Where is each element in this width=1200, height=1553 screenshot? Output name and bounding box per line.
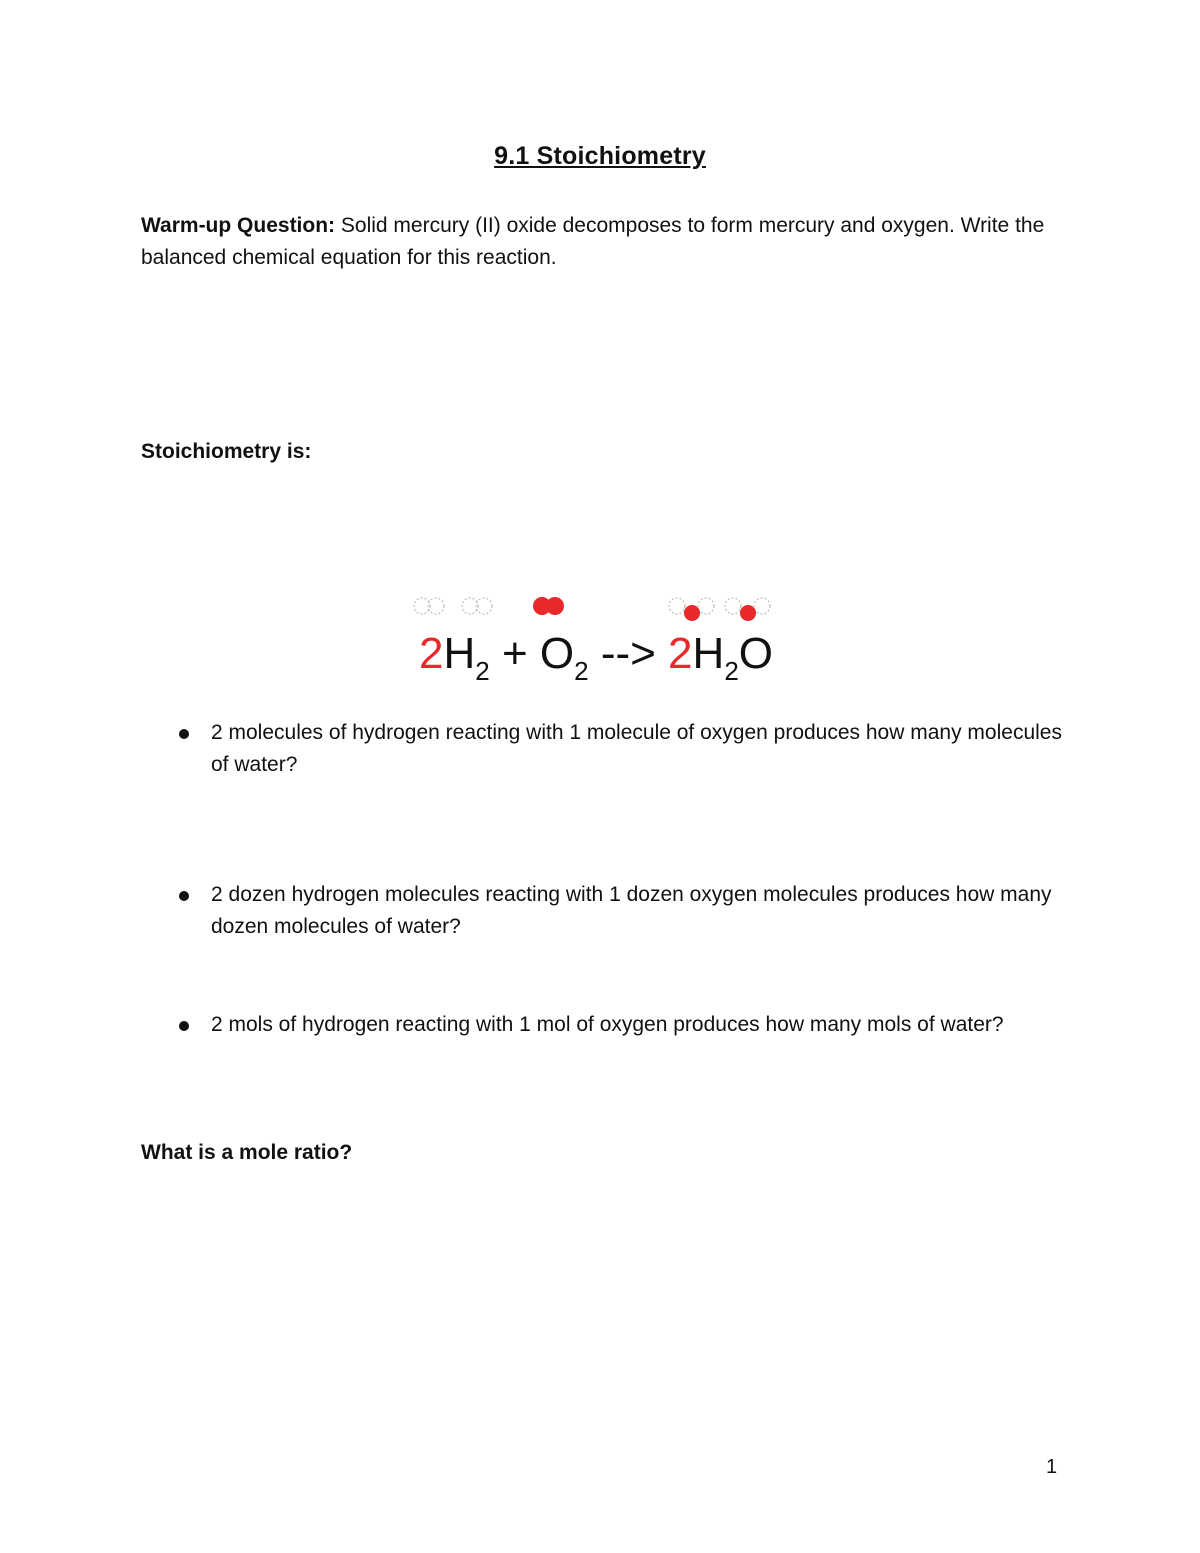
plus-sign: +: [489, 629, 540, 678]
bullet-text-2: 2 dozen hydrogen molecules reacting with 1 dozen oxygen molecules produces how many dozen molecules of water?: [211, 883, 1052, 938]
coefficient-hydrogen: 2: [419, 629, 444, 678]
warmup-question: [141, 210, 1081, 274]
molecule-models: [405, 585, 795, 630]
hydrogen-molecule-2: [462, 598, 492, 614]
subscript-oxygen: 2: [574, 656, 589, 686]
page-number: 1: [1046, 1456, 1058, 1478]
reactant-hydrogen: H: [443, 629, 476, 678]
bullet-text-1: 2 molecules of hydrogen reacting with 1 molecule of oxygen produces how many molecules of water?: [211, 721, 1062, 776]
bullet-item-1: [211, 717, 1081, 781]
reaction-diagram: [405, 585, 795, 695]
coefficient-water: 2: [668, 629, 693, 678]
warmup-text: Solid mercury (II) oxide decomposes to form mercury and oxygen. Write the balanced chemical equation for this reaction.: [141, 214, 1045, 269]
page-title: 9.1 Stoichiometry: [494, 142, 706, 170]
bullet-icon: [179, 891, 189, 901]
reaction-arrow: -->: [588, 629, 669, 678]
warmup-label: Warm-up Question:: [141, 214, 336, 237]
subscript-hydrogen: 2: [475, 656, 490, 686]
bullet-item-2: [211, 879, 1081, 943]
bullet-icon: [179, 729, 189, 739]
water-molecule-1: [669, 598, 714, 621]
hydrogen-molecule-1: [414, 598, 444, 614]
subscript-water: 2: [724, 656, 739, 686]
bullet-text-3: 2 mols of hydrogen reacting with 1 mol of oxygen produces how many mols of water?: [211, 1013, 1004, 1036]
bullet-item-3: [211, 1009, 1081, 1041]
chemical-equation: [419, 629, 774, 686]
product-oxygen: O: [738, 629, 774, 678]
mole-ratio-heading: What is a mole ratio?: [141, 1141, 353, 1164]
oxygen-molecule: [533, 597, 564, 615]
reactant-oxygen: O: [539, 629, 575, 678]
product-hydrogen: H: [692, 629, 725, 678]
bullet-icon: [179, 1021, 189, 1031]
water-molecule-2: [725, 598, 770, 621]
stoichiometry-heading: Stoichiometry is:: [141, 440, 312, 463]
